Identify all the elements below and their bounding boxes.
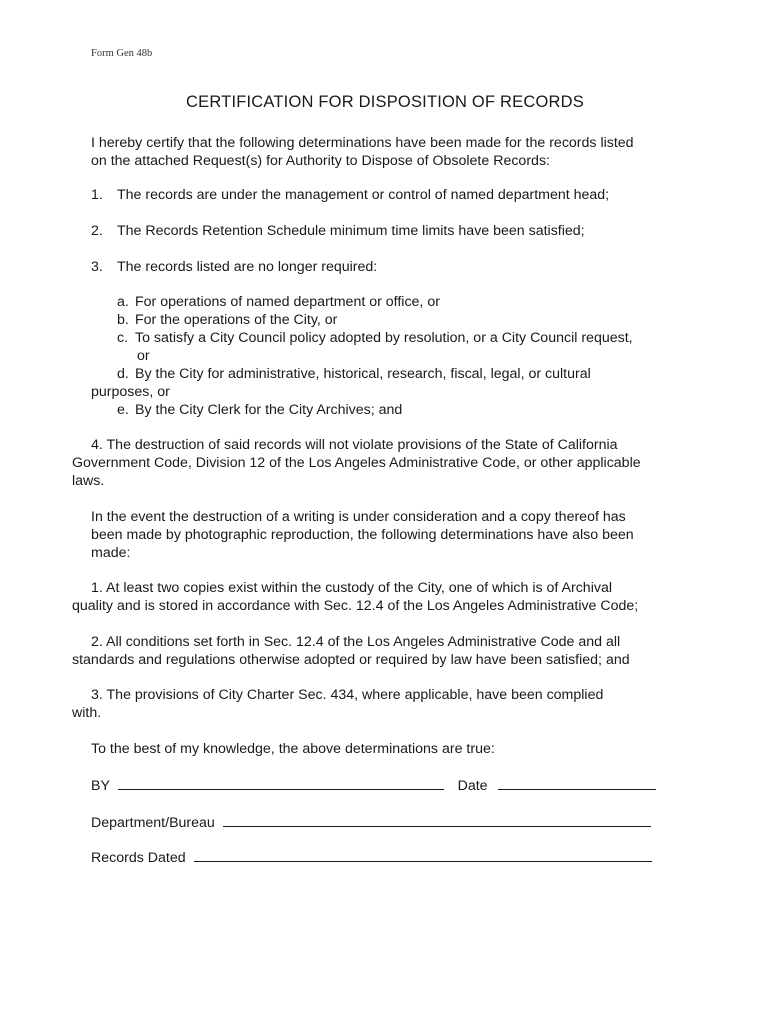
photo-intro-line-3: made:: [91, 545, 131, 561]
list-item-2: [91, 222, 585, 240]
sub-item-a: [117, 293, 440, 311]
sub-item-d-continued: purposes, or: [91, 384, 170, 400]
photo-item-3-line-2: with.: [72, 705, 102, 721]
form-id: Form Gen 48b: [91, 48, 153, 59]
records-dated-field[interactable]: [194, 847, 652, 862]
by-label: BY: [91, 778, 110, 794]
department-field[interactable]: [223, 812, 651, 827]
list-item-1: [91, 186, 609, 204]
sub-item-c: [117, 329, 633, 347]
list-item-3: [91, 258, 377, 276]
closing-statement: To the best of my knowledge, the above determinations are true:: [91, 741, 495, 757]
photo-intro-line-1: In the event the destruction of a writing is under consideration and a copy thereof has: [91, 509, 626, 525]
sub-item-letter: c.: [117, 330, 129, 346]
date-label: Date: [457, 778, 488, 794]
list-item-text: The records are under the management or control of named department head;: [117, 187, 610, 203]
intro-line-2: on the attached Request(s) for Authority to Dispose of Obsolete Records:: [91, 153, 550, 169]
sub-item-text: For operations of named department or office, or: [135, 294, 440, 310]
date-field[interactable]: [498, 775, 656, 790]
photo-intro-line-2: been made by photographic reproduction, the following determinations have also been: [91, 527, 634, 543]
department-label: Department/Bureau: [91, 815, 215, 831]
photo-item-1-line-1: 1. At least two copies exist within the custody of the City, one of which is of Archival: [91, 580, 612, 596]
records-dated-row: [91, 847, 652, 867]
sub-item-letter: d.: [117, 366, 129, 382]
photo-item-2-line-1: 2. All conditions set forth in Sec. 12.4 of the Los Angeles Administrative Code and all: [91, 634, 621, 650]
photo-item-2-line-2: standards and regulations otherwise adopted or required by law have been satisfied; and: [72, 652, 630, 668]
photo-item-1-line-2: quality and is stored in accordance with Sec. 12.4 of the Los Angeles Administrative Code;: [72, 598, 639, 614]
sub-item-text: For the operations of the City, or: [135, 312, 338, 328]
by-date-row: [91, 775, 656, 795]
list-item-4-line-3: laws.: [72, 473, 105, 489]
sub-item-text: By the City Clerk for the City Archives; and: [135, 402, 403, 418]
by-field[interactable]: [118, 775, 444, 790]
document-title: CERTIFICATION FOR DISPOSITION OF RECORDS: [186, 93, 584, 111]
sub-item-e: [117, 401, 402, 419]
photo-item-3-line-1: 3. The provisions of City Charter Sec. 434, where applicable, have been complied: [91, 687, 604, 703]
list-item-4-line-1: 4. The destruction of said records will not violate provisions of the State of California: [91, 437, 618, 453]
list-item-number: 3.: [91, 259, 103, 275]
sub-item-letter: e.: [117, 402, 129, 418]
sub-item-c-continued: or: [137, 348, 150, 364]
sub-item-text: By the City for administrative, historical, research, fiscal, legal, or cultural: [135, 366, 591, 382]
sub-item-letter: b.: [117, 312, 129, 328]
sub-item-text: To satisfy a City Council policy adopted by resolution, or a City Council request,: [135, 330, 633, 346]
records-dated-label: Records Dated: [91, 850, 186, 866]
department-row: [91, 812, 651, 832]
list-item-4-line-2: Government Code, Division 12 of the Los Angeles Administrative Code, or other applicable: [72, 455, 641, 471]
list-item-text: The Records Retention Schedule minimum time limits have been satisfied;: [117, 223, 585, 239]
sub-item-d: [117, 365, 591, 383]
intro-line-1: I hereby certify that the following determinations have been made for the records listed: [91, 135, 634, 151]
list-item-number: 1.: [91, 187, 103, 203]
list-item-number: 2.: [91, 223, 103, 239]
sub-item-b: [117, 311, 337, 329]
list-item-text: The records listed are no longer required:: [117, 259, 378, 275]
sub-item-letter: a.: [117, 294, 129, 310]
